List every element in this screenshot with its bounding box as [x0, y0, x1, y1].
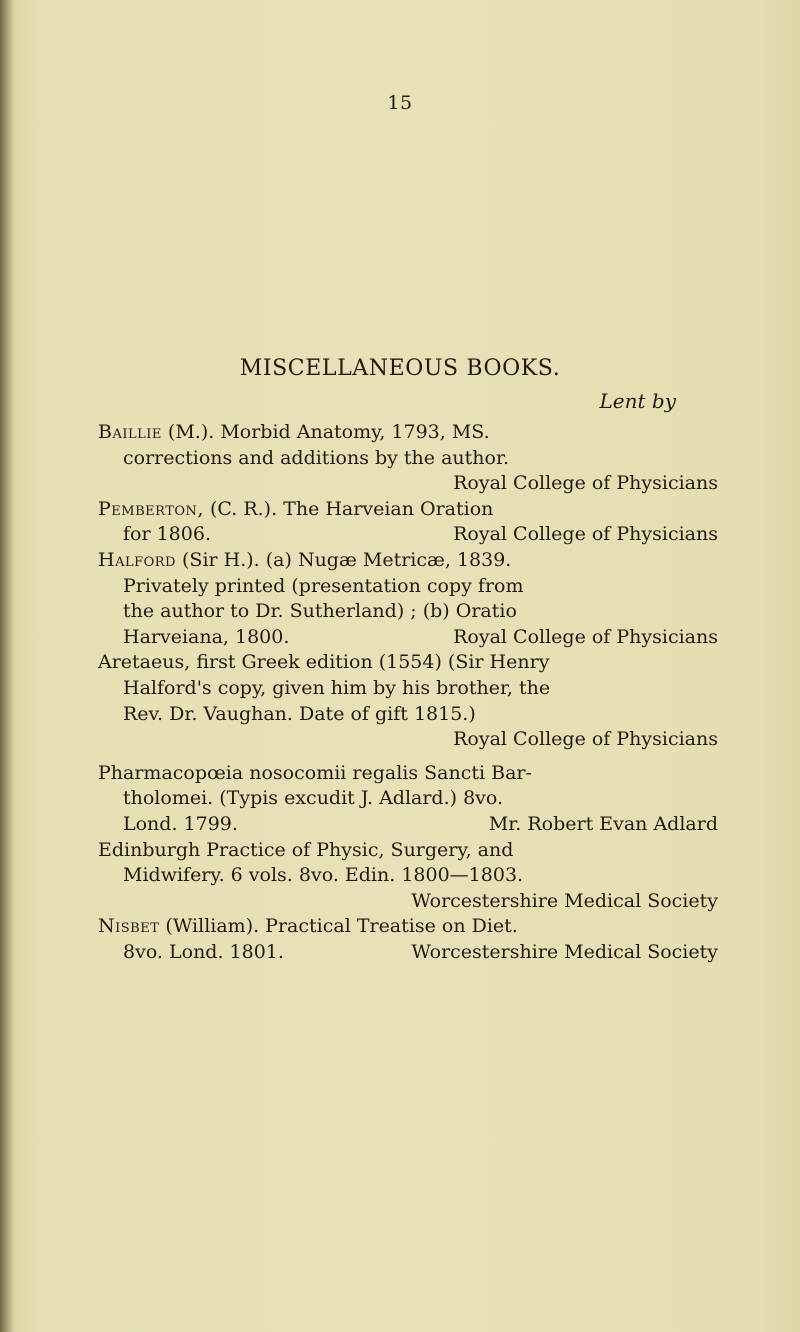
entry-text: 8vo. Lond. 1801.	[123, 940, 284, 963]
entry-line	[98, 420, 718, 446]
entry-line	[98, 548, 718, 574]
entry-edinburgh-practice	[98, 838, 718, 915]
page-binding-shadow	[0, 0, 14, 1332]
lent-by-label: Lent by	[599, 389, 676, 413]
entry-text: (M.). Morbid Anatomy, 1793, MS.	[161, 421, 490, 443]
entry-baillie	[98, 420, 718, 497]
entry-line: Pharmacopœia nosocomii regalis Sancti Bar-	[98, 761, 532, 784]
entry-aretaeus	[98, 650, 718, 752]
entry-text: (Sir H.). (a) Nugæ Metricæ, 1839.	[175, 548, 512, 571]
entry-line: Aretaeus, first Greek edition (1554) (Sir Henry	[98, 651, 550, 674]
entry-text: (William). Practical Treatise on Diet.	[159, 915, 518, 938]
entry-text: Lond. 1799.	[123, 812, 238, 835]
entry-text: (C. R.). The Harveian Oration	[203, 497, 494, 520]
entry-line: Edinburgh Practice of Physic, Surgery, and	[98, 838, 514, 861]
entry-line: the author to Dr. Sutherland) ; (b) Oratio	[123, 600, 517, 623]
entry-line	[98, 812, 718, 838]
entry-lender: Royal College of Physicians	[453, 523, 718, 546]
entry-text: Harveiana, 1800.	[123, 625, 290, 648]
entries-list	[98, 420, 718, 965]
entry-line: Halford's copy, given him by his brother, the	[123, 676, 551, 699]
entry-lender: Worcestershire Medical Society	[411, 889, 718, 912]
entry-line: Rev. Dr. Vaughan. Date of gift 1815.)	[123, 702, 476, 725]
entry-line: corrections and additions by the author.	[123, 446, 509, 469]
page-number: 15	[387, 92, 413, 114]
entry-halford	[98, 548, 718, 650]
entry-lender: Royal College of Physicians	[453, 728, 718, 751]
entry-author: Pemberton,	[98, 497, 204, 520]
entry-line: Privately printed (presentation copy from	[123, 574, 524, 597]
entry-spacer	[98, 753, 718, 761]
section-heading: MISCELLANEOUS BOOKS.	[239, 356, 561, 381]
entry-lender: Royal College of Physicians	[453, 625, 718, 648]
entry-author: Nisbet	[98, 915, 160, 938]
entry-line	[98, 914, 718, 940]
entry-line	[98, 625, 718, 651]
entry-author: Baillie	[98, 421, 162, 443]
entry-pemberton	[98, 497, 718, 548]
entry-nisbet	[98, 914, 718, 965]
entry-lender: Royal College of Physicians	[453, 472, 718, 495]
entry-lender: Mr. Robert Evan Adlard	[488, 812, 718, 835]
entry-text: for 1806.	[123, 523, 211, 546]
entry-line	[98, 522, 718, 548]
entry-line	[98, 940, 718, 966]
entry-lender: Worcestershire Medical Society	[411, 940, 718, 963]
entry-line: tholomei. (Typis excudit J. Adlard.) 8vo.	[123, 787, 504, 810]
entry-line	[98, 497, 718, 523]
entry-line: Midwifery. 6 vols. 8vo. Edin. 1800—1803.	[123, 864, 524, 887]
entry-author: Halford	[98, 548, 176, 571]
entry-pharmacopoeia	[98, 761, 718, 838]
